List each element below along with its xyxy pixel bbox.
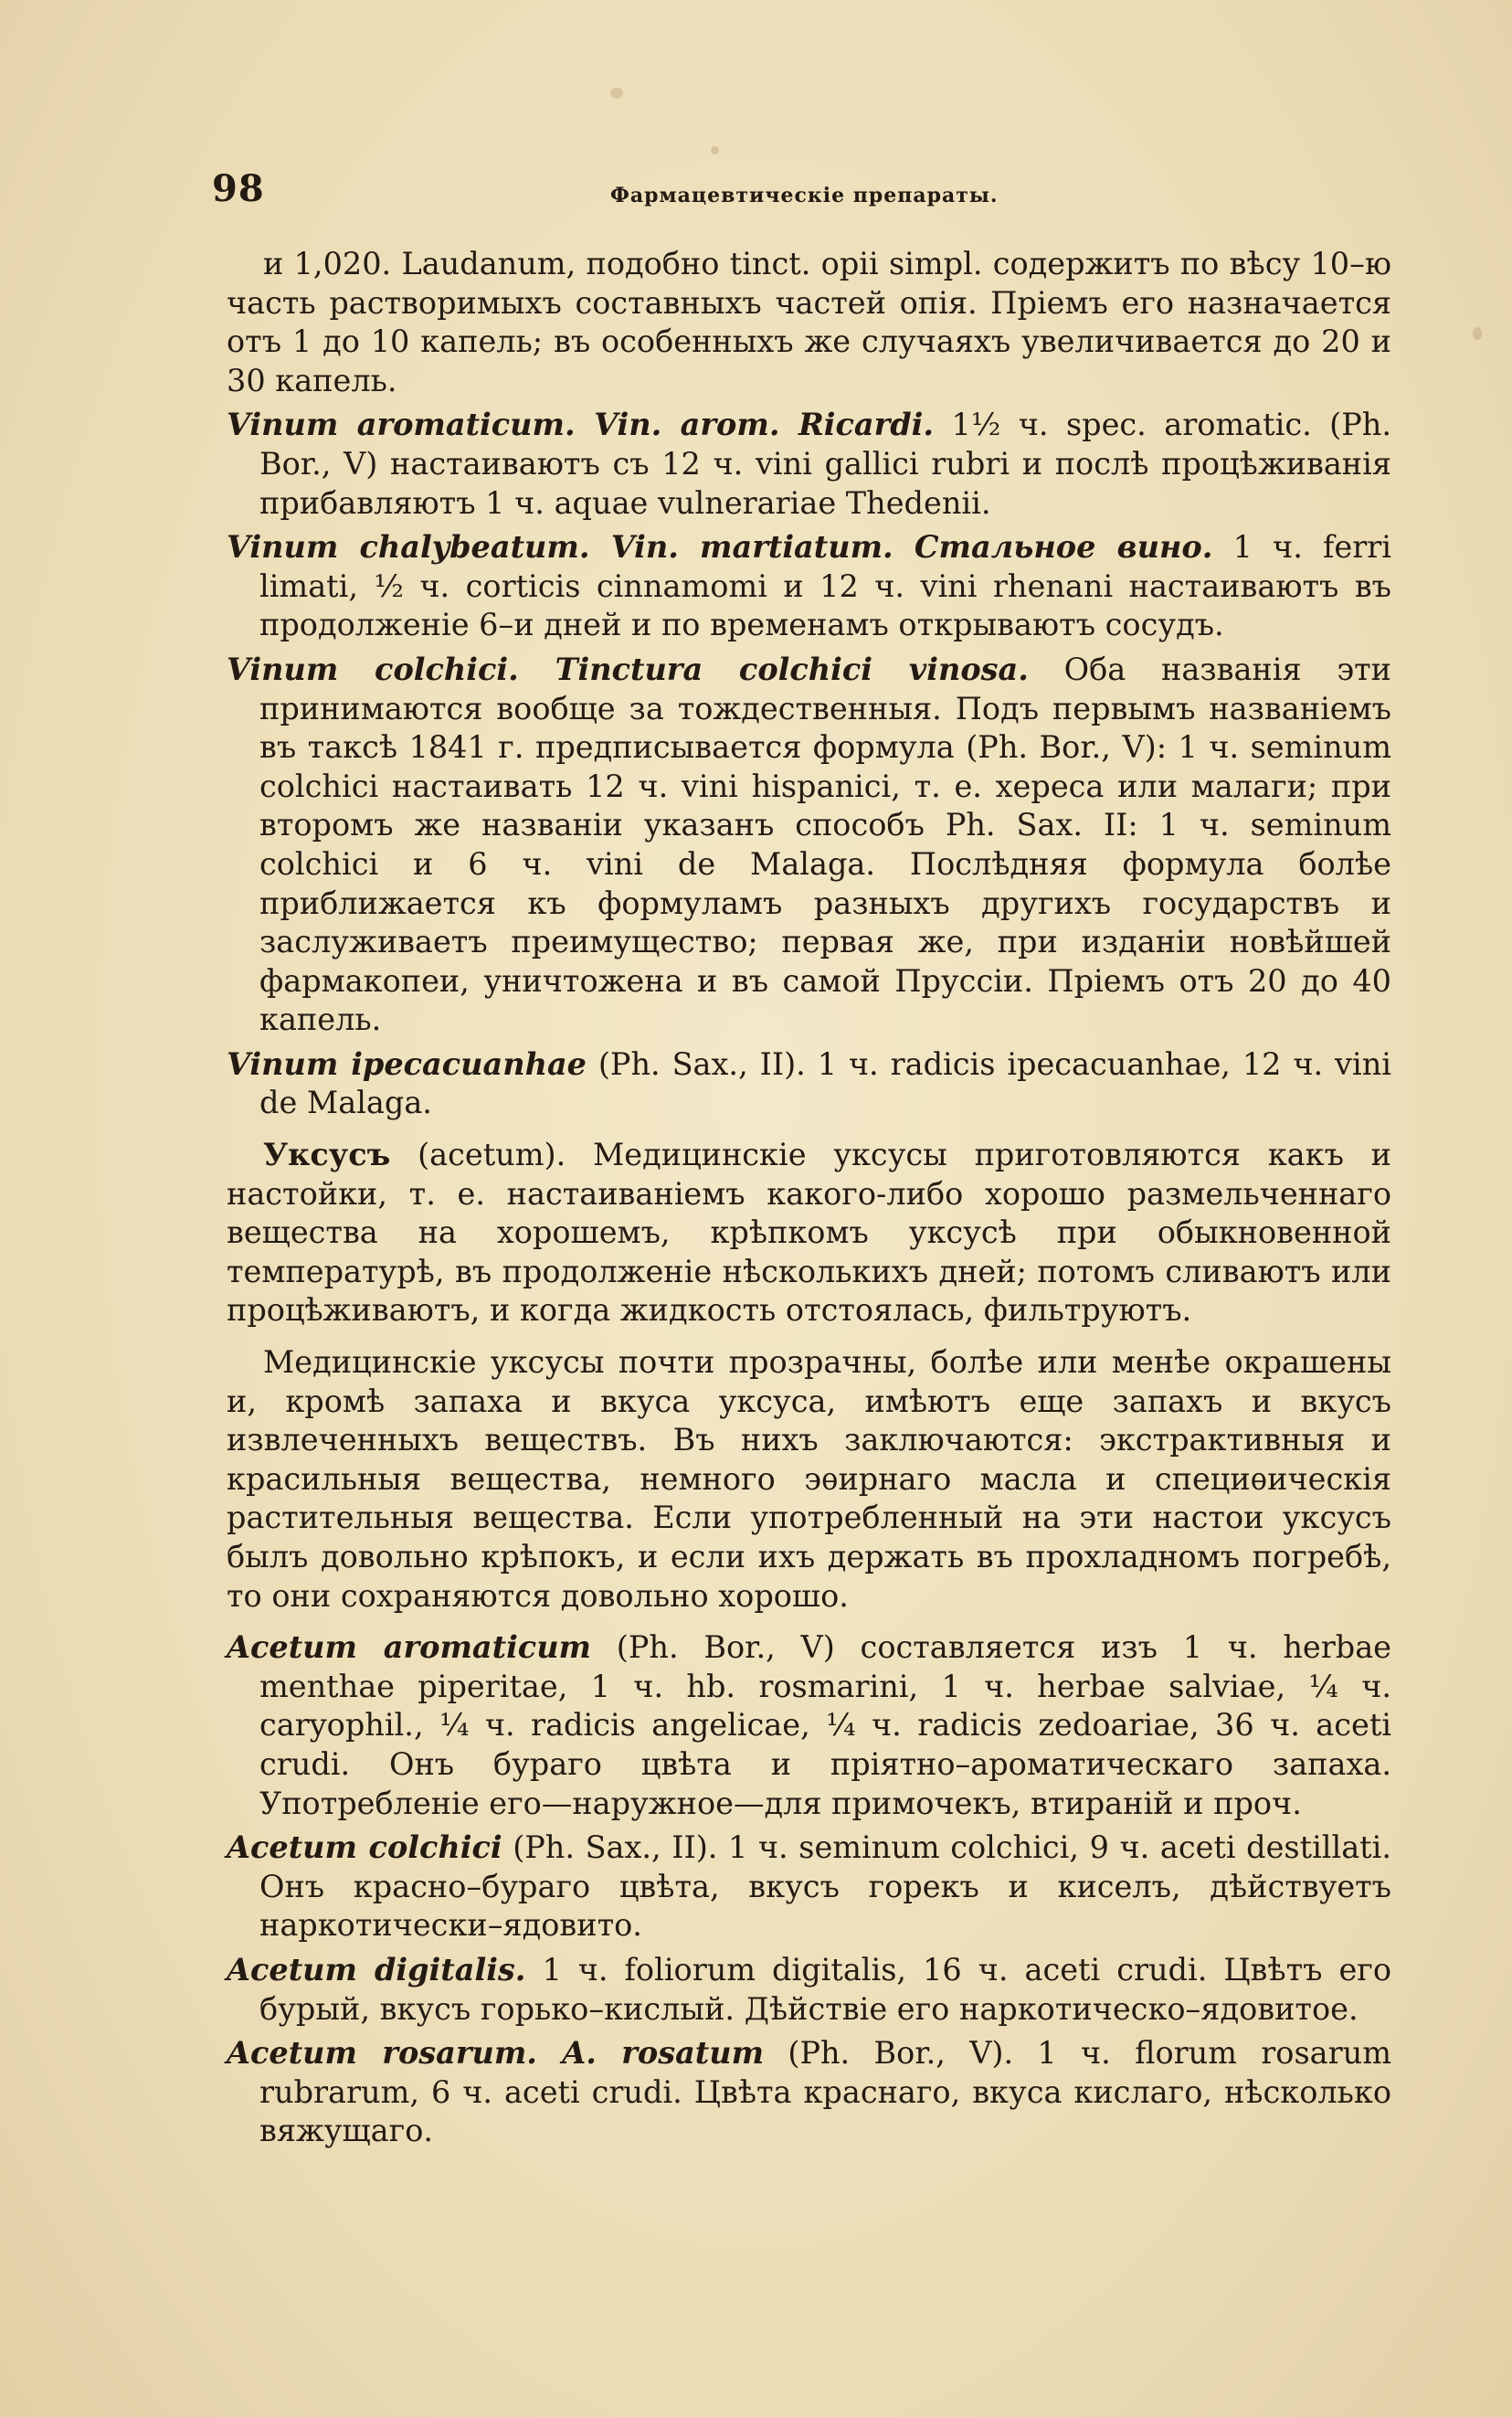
page-number: 98: [212, 167, 265, 210]
entry-heading: Vinum chalybeatum. Vin. martiatum. Стальное вино.: [227, 529, 1213, 566]
entry-heading: Acetum colchici: [227, 1829, 502, 1866]
running-header: [0, 160, 1512, 224]
entry-vinum-chalybeatum: [227, 528, 1391, 645]
entry-text: 1 ч. ferri limati, ½ ч. corticis cinnamomi и 12 ч. vini rhenani настаиваютъ въ продолженіе 6–и дней и по временамъ открываютъ сосудъ.: [259, 529, 1392, 643]
entry-acetum-aromaticum: [227, 1628, 1391, 1823]
entry-text: (Ph. Sax., II). 1 ч. radicis ipecacuanhae, 12 ч. vini de Malaga.: [259, 1045, 1391, 1121]
section-text: (acetum). Медицинскіе уксусы приготовляются какъ и настойки, т. е. настаиваніемъ какого-либо хорошо размельченнаго вещества на хорошемъ, крѣпкомъ уксусѣ при обыкновенной температурѣ, въ продолженіе нѣсколькихъ дней; потомъ сливаютъ или процѣживаютъ, и когда жидкость отстоялась, фильтруютъ.: [227, 1137, 1391, 1329]
entry-vinum-colchici: [227, 651, 1391, 1040]
entry-acetum-digitalis: [227, 1951, 1391, 2029]
entry-heading: Vinum ipecacuanhae: [227, 1045, 587, 1082]
stain-spot: [610, 88, 623, 99]
stain-spot: [1473, 327, 1482, 340]
entry-heading: Vinum aromaticum. Vin. arom. Ricardi.: [227, 407, 935, 443]
entry-acetum-colchici: [227, 1829, 1391, 1945]
entry-text: 1½ ч. spec. aromatic. (Ph. Bor., V) настаиваютъ съ 12 ч. vini gallici rubri и послѣ процѣживанія прибавляютъ 1 ч. aquae vulnerariae Thedenii.: [259, 407, 1391, 521]
paragraph-laudanum: [227, 245, 1391, 400]
entry-text: (Ph. Sax., II). 1 ч. seminum colchici, 9 ч. aceti destillati. Онъ красно–бураго цвѣта, вкусъ горекъ и киселъ, дѣйствуетъ наркотически–ядовито.: [259, 1829, 1392, 1944]
entry-text: 1 ч. foliorum digitalis, 16 ч. aceti crudi. Цвѣтъ его бурый, вкусъ горько–кислый. Дѣйствіе его наркотическо–ядовитое.: [259, 1951, 1392, 2027]
page-body: [227, 245, 1391, 2151]
entry-heading: Acetum digitalis.: [227, 1951, 526, 1988]
paragraph-vinegars-description: [227, 1343, 1391, 1616]
stain-spot: [711, 146, 719, 154]
entry-acetum-rosarum: [227, 2034, 1391, 2151]
paragraph-text: Медицинскіе уксусы почти прозрачны, болѣе или менѣе окрашены и, кромѣ запаха и вкуса уксуса, имѣютъ еще запахъ и вкусъ извлеченныхъ веществъ. Въ нихъ заключаются: экстрактивныя и красильныя вещества, немного эѳирнаго масла и специѳическія растительныя вещества. Если употребленный на эти настои уксусъ былъ довольно крѣпокъ, и если ихъ держать въ прохладномъ погребѣ, то они сохраняются довольно хорошо.: [227, 1344, 1391, 1614]
paragraph-text: и 1,020. Laudanum, подобно tinct. opii simpl. содержитъ по вѣсу 10–ю часть растворимыхъ составныхъ частей опія. Пріемъ его назначается отъ 1 до 10 капель; въ особенныхъ же случаяхъ увеличивается до 20 и 30 капель.: [227, 246, 1391, 398]
entry-text: (Ph. Bor., V). 1 ч. florum rosarum rubrarum, 6 ч. aceti crudi. Цвѣта краснаго, вкуса кислаго, нѣсколько вяжущаго.: [259, 2035, 1391, 2149]
entry-vinum-ipecacuanhae: [227, 1045, 1391, 1123]
entry-vinum-aromaticum: [227, 406, 1391, 523]
section-heading: Уксусъ: [263, 1137, 391, 1173]
entry-text: (Ph. Bor., V) составляется изъ 1 ч. herbae menthae piperitae, 1 ч. hb. rosmarini, 1 ч. herbae salviae, ¼ ч. caryophil., ¼ ч. radicis angelicae, ¼ ч. radicis zedoariae, 36 ч. aceti crudi. Онъ бураго цвѣта и пріятно–ароматическаго запаха. Употребленіе его—наружное—для примочекъ, втираній и проч.: [259, 1629, 1391, 1821]
entry-heading: Acetum aromaticum: [227, 1629, 592, 1666]
running-title: Фармацевтическіе препараты.: [610, 184, 999, 207]
entry-text: Оба названія эти принимаются вообще за тождественныя. Подъ первымъ названіемъ въ таксѣ 1841 г. предписывается формула (Ph. Bor., V): 1 ч. seminum colchici настаивать 12 ч. vini hispanici, т. е. хереса или малаги; при второмъ же названіи указанъ способъ Ph. Sax. II: 1 ч. seminum colchici и 6 ч. vini de Malaga. Послѣдняя формула болѣе приближается къ формуламъ разныхъ другихъ государствъ и заслуживаетъ преимущество; первая же, при изданіи новѣйшей фармакопеи, уничтожена и въ самой Пруссіи. Пріемъ отъ 20 до 40 капель.: [259, 651, 1391, 1038]
entry-heading: Vinum colchici. Tinctura colchici vinosa.: [227, 651, 1029, 687]
section-acetum: [227, 1136, 1391, 1330]
entry-heading: Acetum rosarum. A. rosatum: [227, 2035, 765, 2072]
